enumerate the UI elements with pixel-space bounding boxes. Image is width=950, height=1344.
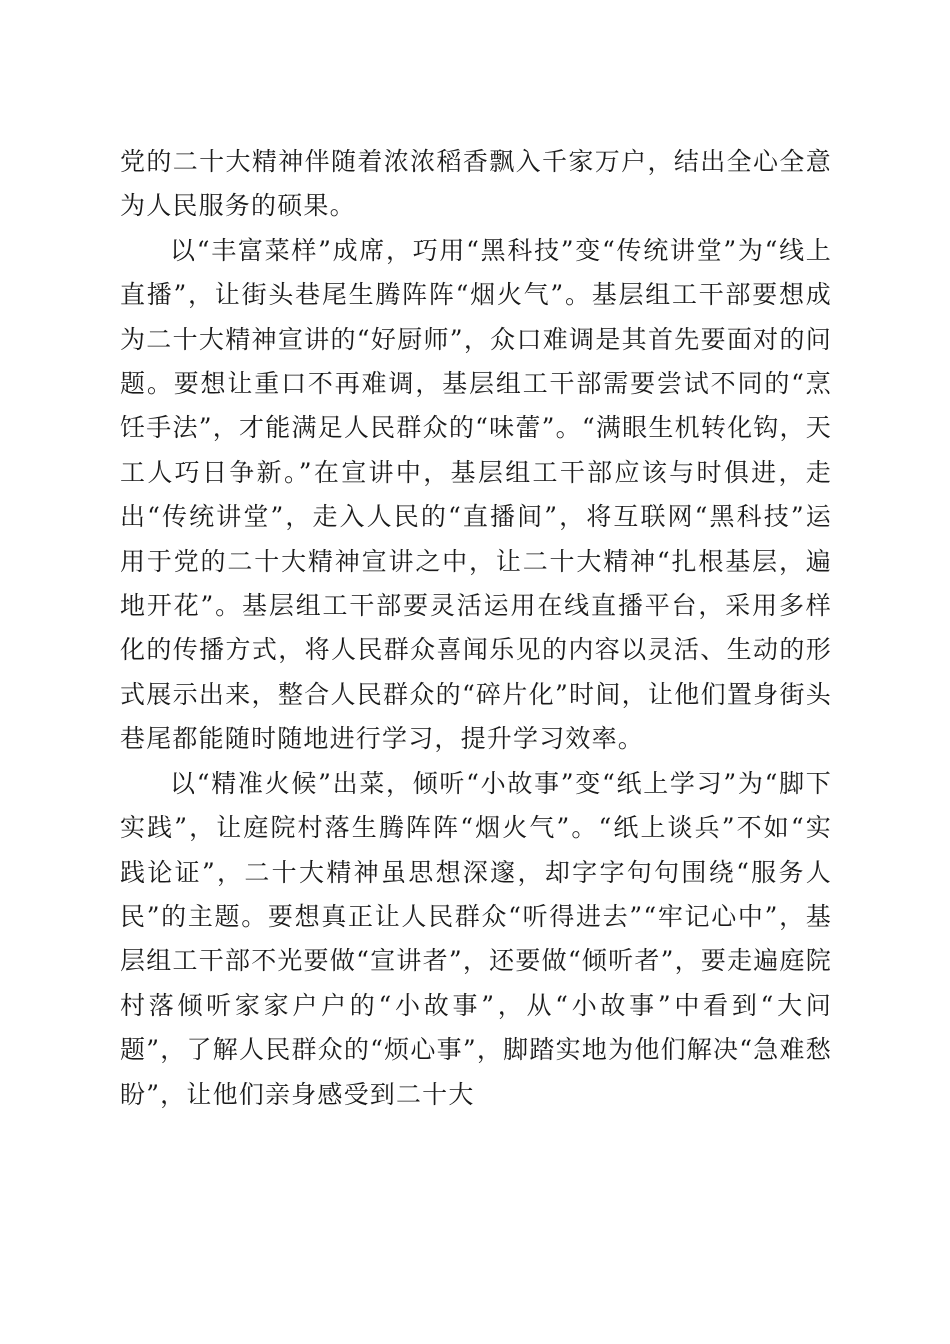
paragraph-online-livestream: 以“丰富菜样”成席，巧用“黑科技”变“传统讲堂”为“线上直播”，让街头巷尾生腾阵阵“烟火气”。基层组工干部要想成为二十大精神宣讲的“好厨师”，众口难调是其首先要面对的问题。要想让重口不再难调，基层组工干部需要尝试不同的“烹饪手法”，才能满足人民群众的“味蕾”。“满眼生机转化钩，天工人巧日争新。”在宣讲中，基层组工干部应该与时俱进，走出“传统讲堂”，走入人民的“直播间”，将互联网“黑科技”运用于党的二十大精神宣讲之中，让二十大精神“扎根基层，遍地开花”。基层组工干部要灵活运用在线直播平台，采用多样化的传播方式，将人民群众喜闻乐见的内容以灵活、生动的形式展示出来，整合人民群众的“碎片化”时间，让他们置身街头巷尾都能随时随地进行学习，提升学习效率。 bbox=[120, 235, 832, 754]
document-body bbox=[120, 140, 832, 1117]
paragraph-continuation: 党的二十大精神伴随着浓浓稻香飘入千家万户，结出全心全意为人民服务的硕果。 bbox=[120, 147, 832, 221]
paragraph-practice-listening: 以“精准火候”出菜，倾听“小故事”变“纸上学习”为“脚下实践”，让庭院村落生腾阵阵“烟火气”。“纸上谈兵”不如“实践论证”，二十大精神虽思想深邃，却字字句句围绕“服务人民”的主题。要想真正让人民群众“听得进去”“牢记心中”，基层组工干部不光要做“宣讲者”，还要做“倾听者”，要走遍庭院村落倾听家家户户的“小故事”，从“小故事”中看到“大问题”，了解人民群众的“烦心事”，脚踏实地为他们解决“急难愁盼”，让他们亲身感受到二十大 bbox=[120, 768, 832, 1109]
